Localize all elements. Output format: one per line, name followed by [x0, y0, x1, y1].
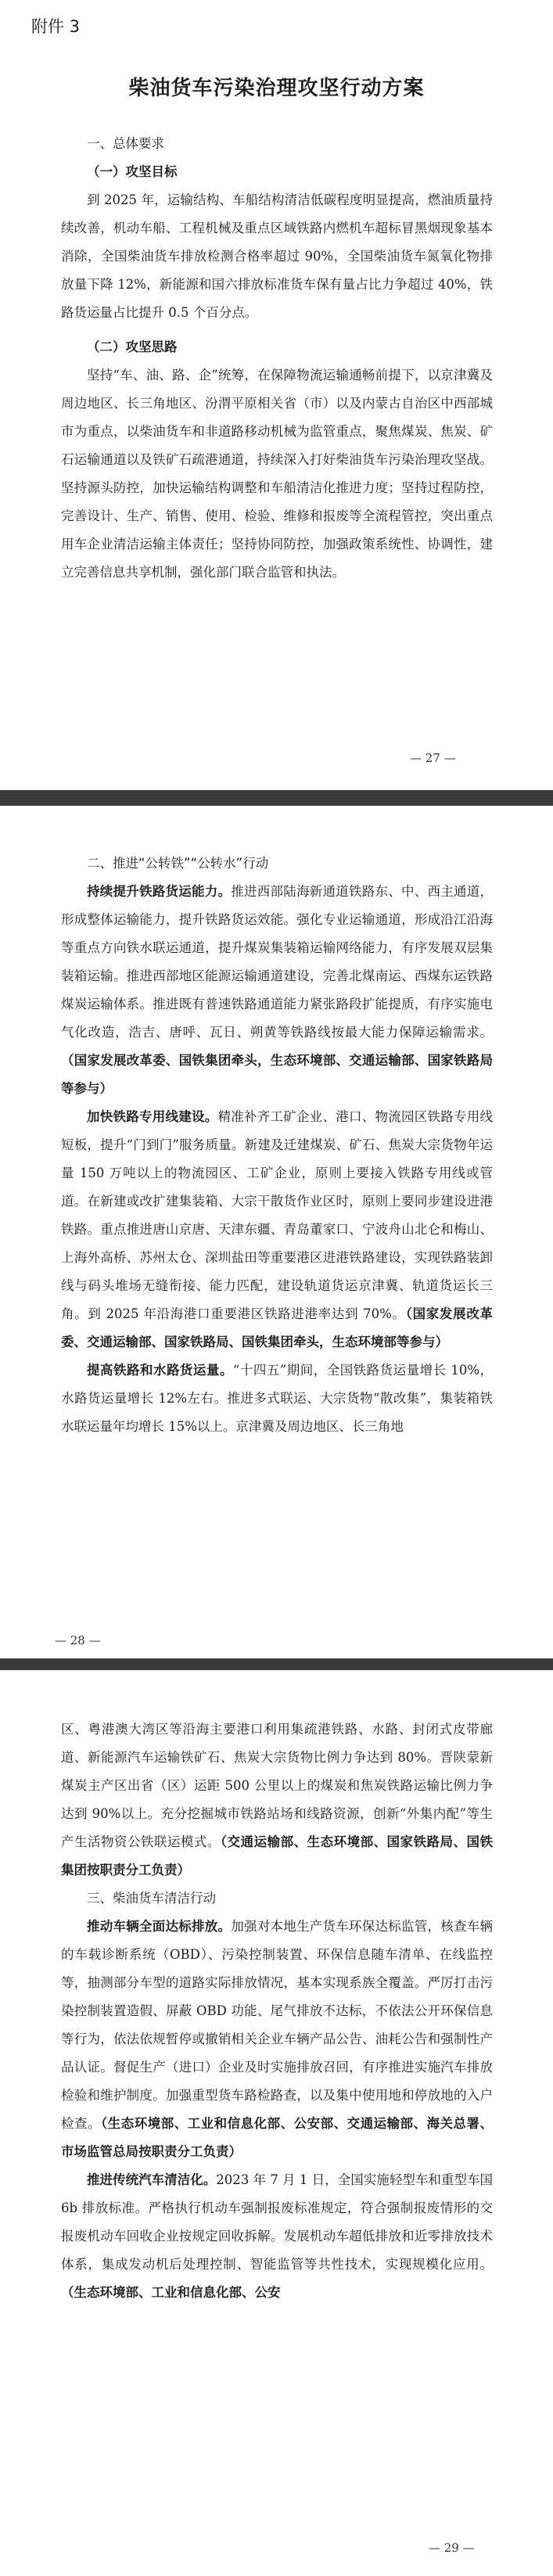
page-29 [0, 1670, 553, 2576]
paragraph-freight-volume [61, 1356, 493, 1441]
body-freight-volume: “十四五”期间，全国铁路货运量增长 10%，水路货运量增长 12%左右。推进多式联运、大宗货物“散改集”，集装箱铁水联运量年均增长 15%以上。京津冀及周边地区、长三角地 [61, 1363, 494, 1434]
resp-rail-spur: （国家发展改革委、交通运输部、国家铁路局、国铁集团牵头，生态环境部等参与） [61, 1306, 494, 1349]
paragraph-goals: 到 2025 年，运输结构、车船结构清洁低碳程度明显提高，燃油质量持续改善，机动车船、工程机械及重点区域铁路内燃机车超标冒黑烟现象基本消除，全国柴油货车排放检测合格率超过 90%，全国柴油货车氮氧化物排放量下降 12%，新能源和国六排放标准货车保有量占比力争超过 40%，铁路货运量占比提升 0.5 个百分点。 [61, 192, 493, 320]
page-27-body [61, 130, 493, 587]
section-heading-3: 三、柴油货车清洁行动 [87, 1891, 216, 1906]
paragraph-rail-capacity [61, 878, 493, 1103]
lead-clean-vehicles: 推进传统汽车清洁化。 [87, 2172, 217, 2187]
paragraph-freight-volume-cont [61, 1716, 493, 1884]
body-rail-capacity: 推进西部陆海新通道铁路东、中、西主通道，形成整体运输能力，提升铁路货运效能。强化专业运输通道，形成沿江沿海等重点方向铁水联运通道，提升煤炭集装箱运输网络能力，有序发展双层集装箱运输。推进西部地区能源运输通道建设，完善北煤南运、西煤东运铁路煤炭运输体系。推进既有普速铁路通道能力紧张路段扩能提质，有序实施电气化改造，浩吉、唐呼、瓦日、朔黄等铁路线按最大能力保障运输需求。 [61, 884, 493, 1040]
paragraph-clean-vehicles [61, 2166, 493, 2307]
body-emission-compliance: 加强对本地生产货车环保达标监管，核查车辆的车载诊断系统（OBD）、污染控制装置、环保信息随车清单、在线监控等，抽测部分车型的道路实际排放情况，基本实现系族全覆盖。严厉打击污染控制装置造假、屏蔽 OBD 功能、尾气排放不达标，不依法公开环保信息等行为，依法依规暂停或撤销相关企业车辆产品公告、油耗公告和强制性产品认证。督促生产（进口）企业及时实施排放召回，有序推进实施汽车排放检验和维护制度。加强重型货车路检路查，以及集中使用地和停放地的入户检查。 [61, 1919, 493, 2131]
resp-rail-capacity: （国家发展改革委、国铁集团牵头，生态环境部、交通运输部、国家铁路局等参与） [61, 1053, 493, 1096]
lead-emission-compliance: 推动车辆全面达标排放。 [87, 1919, 232, 1934]
page-29-body [61, 1716, 493, 2307]
body-freight-volume-cont: 区、粤港澳大湾区等沿海主要港口利用集疏港铁路、水路、封闭式皮带廊道、新能源汽车运输铁矿石、焦炭大宗货物比例力争达到 80%。晋陕蒙新煤炭主产区出省（区）运距 500 公里以上的煤炭和焦炭铁路运输比例力争达到 90%以上。充分挖掘城市铁路站场和线路资源，创新“外集内配”等生产生活物资公铁联运模式。 [61, 1722, 493, 1849]
paragraph-approach: 坚持“车、油、路、企”统筹，在保障物流运输通畅前提下，以京津冀及周边地区、长三角地区、汾渭平原相关省（市）以及内蒙古自治区中西部城市为重点，以柴油货车和非道路移动机械为监管重点，聚焦煤炭、焦炭、矿石运输通道以及铁矿石疏港通道，持续深入打好柴油货车污染治理攻坚战。坚持源头防控，加快运输结构调整和车船清洁化推进力度；坚持过程防控，完善设计、生产、销售、使用、检验、维修和报废等全流程管控，突出重点用车企业清洁运输主体责任；坚持协同防控，加强政策系统性、协调性，建立完善信息共享机制，强化部门联合监管和执法。 [61, 368, 493, 580]
page-27 [0, 0, 553, 790]
lead-rail-capacity: 持续提升铁路货运能力。 [87, 884, 232, 899]
subsection-heading-approach: （二）攻坚思路 [87, 340, 178, 354]
body-rail-spur: 精准补齐工矿企业、港口、物流园区铁路专用线短板，提升“门到门”服务质量。新建及迁建煤炭、矿石、焦炭大宗货物年运量 150 万吨以上的物流园区、工矿企业，原则上要接入铁路专用线或管道。在新建或改扩建集装箱、大宗干散货作业区时，原则上要同步建设进港铁路。重点推进唐山京唐、天津东疆、青岛董家口、宁波舟山北仑和梅山、上海外高桥、苏州太仓、深圳盐田等重要港区进港铁路建设，实现铁路装卸线与码头堆场无缝衔接、能力匹配，建设轨道货运京津冀、轨道货运长三角。到 2025 年沿海港口重要港区铁路进港率达到 70%。 [61, 1109, 493, 1321]
lead-freight-volume: 提高铁路和水路货运量。 [87, 1363, 233, 1378]
paragraph-rail-spur [61, 1103, 493, 1356]
document-title: 柴油货车污染治理攻坚行动方案 [128, 77, 425, 100]
lead-rail-spur: 加快铁路专用线建设。 [87, 1109, 218, 1124]
page-28-body [61, 850, 493, 1441]
body-clean-vehicles: 2023 年 7 月 1 日，全国实施轻型车和重型车国 6b 排放标准。严格执行机动车强制报废标准规定，符合强制报废情形的交报废机动车回收企业按规定回收拆解。发展机动车超低排放和近零排放技术体系，集成发动机后处理控制、智能监管等共性技术，实现规模化应用。 [61, 2172, 493, 2272]
annex-label: 附件 3 [31, 17, 81, 36]
paragraph-emission-compliance [61, 1913, 493, 2166]
resp-emission-compliance: （生态环境部、工业和信息化部、公安部、交通运输部、海关总署、市场监管总局按职责分工负责） [61, 2116, 494, 2159]
resp-clean-vehicles: （生态环境部、工业和信息化部、公安 [61, 2285, 281, 2300]
page-separator [0, 790, 553, 806]
resp-freight-volume: （交通运输部、生态环境部、国家铁路局、国铁集团按职责分工负责） [61, 1834, 493, 1877]
page-separator [0, 1658, 553, 1670]
subsection-heading-goals: （一）攻坚目标 [87, 164, 178, 179]
section-heading-2: 二、推进“公转铁”“公转水”行动 [87, 856, 269, 871]
page-28 [0, 806, 553, 1658]
page-number-27: — 27 — [410, 751, 456, 765]
section-heading-1: 一、总体要求 [87, 136, 164, 151]
page-number-28: — 28 — [55, 1633, 101, 1647]
page-number-29: — 29 — [429, 2541, 475, 2555]
